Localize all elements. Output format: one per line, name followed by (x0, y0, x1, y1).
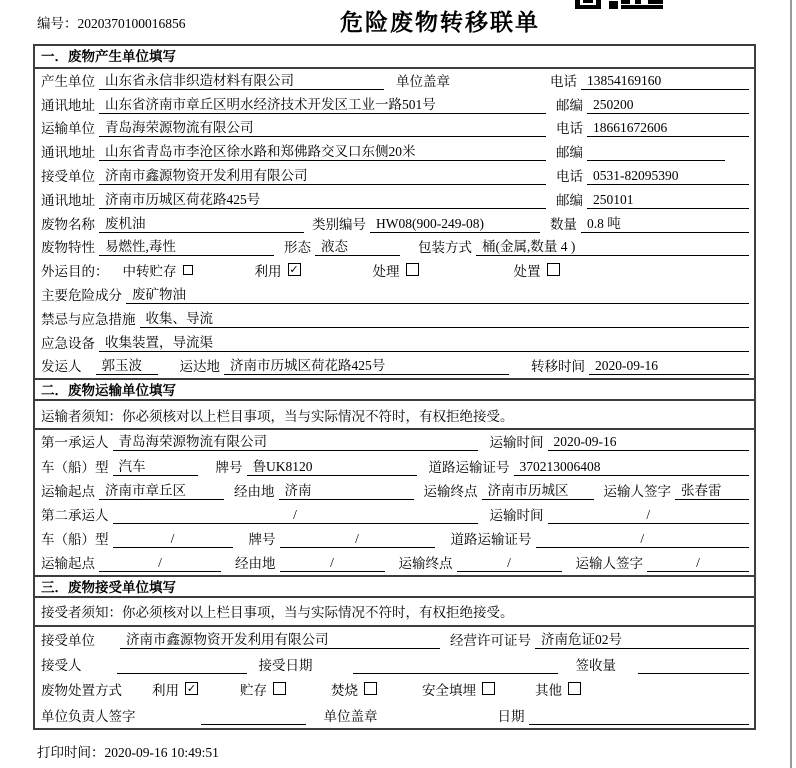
transport-time2-value: / (548, 506, 750, 524)
waste-qty-value: 0.8 吨 (581, 215, 749, 233)
transporter-address-label: 通讯地址 (41, 145, 95, 161)
route1-start-label: 运输起点 (41, 483, 95, 499)
first-carrier-value: 青岛海荣源物流有限公司 (113, 433, 478, 451)
packing-method-value: 桶(金属,数量 4 ) (476, 238, 749, 256)
route2-start-label: 运输起点 (41, 555, 95, 571)
receiver-notice: 接受者须知：你必须核对以上栏目事项，当与实际情况不符时，有权拒绝接受。 (35, 598, 754, 627)
transport-time1-value: 2020-09-16 (548, 433, 750, 451)
producer-unit-value: 山东省永信非织造材料有限公司 (99, 72, 384, 90)
waste-code-value: HW08(900-249-08) (370, 215, 540, 233)
print-time-value: 2020-09-16 10:49:51 (104, 745, 219, 760)
transfer-storage-checkbox (183, 265, 193, 275)
section1-header: 一．废物产生单位填写 (35, 46, 754, 69)
sign-date-label: 日期 (497, 708, 525, 724)
route1-end-value: 济南市历城区 (482, 482, 594, 500)
transporter-zip-value (587, 144, 725, 161)
second-carrier-row (35, 503, 754, 527)
acceptor-row (35, 652, 754, 677)
disposal-other-checkbox (568, 682, 581, 695)
plate2-value: / (280, 530, 435, 548)
disposal-landfill-checkbox (482, 682, 495, 695)
print-time (37, 741, 219, 761)
acceptor-label: 接受人 (41, 658, 82, 674)
responsible-sign-label: 单位负责人签字 (41, 708, 136, 724)
responsible-sign-row (35, 702, 754, 727)
accepting-unit-value: 济南市鑫源物资开发利用有限公司 (120, 631, 440, 649)
producer-unit-label: 产生单位 (41, 73, 95, 89)
outbound-purpose-label: 外运目的： (41, 264, 109, 280)
producer-address-label: 通讯地址 (41, 97, 95, 113)
route2-end-label: 运输终点 (398, 555, 453, 571)
second-carrier-value: / (113, 506, 478, 524)
receiver-address-value: 济南市历城区荷花路425号 (99, 191, 546, 209)
taboo-measures-value: 收集、导流 (140, 310, 750, 328)
purpose-option-utilize: 利用 ✓ (254, 263, 299, 280)
emergency-equipment-row (35, 331, 754, 355)
operation-license-label: 经营许可证号 (450, 633, 531, 649)
qr-code-icon (575, 0, 667, 10)
emergency-equipment-value: 收集装置，导流渠 (99, 334, 749, 352)
route1-via-value: 济南 (279, 482, 414, 500)
disposal-utilize-checkbox: ✓ (186, 682, 197, 696)
serial-number-label: 编号： (37, 16, 78, 31)
disposal-option-other: 其他 (535, 679, 581, 699)
destination-value: 济南市历城区荷花路425号 (224, 357, 509, 375)
print-time-label: 打印时间： (37, 745, 105, 760)
utilize-checkbox: ✓ (289, 263, 299, 277)
waste-code-label: 类别编号 (312, 216, 366, 232)
route1-sign-label: 运输人签字 (603, 483, 671, 499)
route1-sign-value: 张春雷 (675, 482, 749, 500)
packing-method-label: 包装方式 (418, 240, 472, 256)
accept-date-label: 接受日期 (258, 658, 313, 674)
page-title: 危险废物转移联单 (340, 9, 540, 35)
disposal-option-utilize: 利用 ✓ (152, 682, 197, 699)
producer-zip-label: 邮编 (556, 97, 583, 113)
unit-seal2-label: 单位盖章 (323, 708, 378, 724)
road-license2-label: 道路运输证号 (450, 531, 532, 547)
transporter-address-row (35, 140, 754, 164)
transport-time2-label: 运输时间 (489, 507, 544, 523)
dispatcher-value: 郭玉波 (96, 357, 158, 375)
page-edge-line (790, 0, 792, 768)
manifest-form (33, 44, 756, 730)
purpose-option-treat: 处理 (373, 260, 419, 280)
emergency-equipment-label: 应急设备 (41, 335, 95, 351)
dispatcher-row (35, 355, 754, 379)
responsible-sign-value (201, 708, 306, 725)
disposal-method-label: 废物处置方式 (41, 683, 122, 699)
second-carrier-label: 第二承运人 (41, 507, 109, 523)
waste-form-value: 液态 (315, 238, 400, 256)
serial-number-value: 2020370100016856 (77, 16, 186, 31)
waste-qty-label: 数量 (550, 216, 577, 232)
taboo-measures-label: 禁忌与应急措施 (41, 311, 136, 327)
route2-via-label: 经由地 (235, 555, 276, 571)
receiver-address-label: 通讯地址 (41, 192, 95, 208)
route2-sign-value: / (647, 554, 749, 572)
receiver-phone-value: 0531-82095390 (587, 167, 749, 185)
vehicle1-row (35, 454, 754, 478)
dispose-checkbox (547, 263, 560, 276)
hazard-component-label: 主要危险成分 (41, 287, 122, 303)
operation-license-value: 济南危证02号 (535, 631, 749, 649)
transporter-phone-label: 电话 (556, 121, 583, 137)
receiver-zip-label: 邮编 (556, 192, 583, 208)
sign-date-value (529, 708, 750, 725)
transporter-unit-value: 青岛海荣源物流有限公司 (99, 119, 546, 137)
transporter-unit-row (35, 117, 754, 141)
route2-end-value: / (457, 554, 562, 572)
dispatcher-label: 发运人 (41, 359, 82, 375)
plate1-label: 牌号 (215, 459, 243, 475)
road-license1-value: 370213006408 (514, 458, 750, 476)
treat-checkbox (406, 263, 419, 276)
destination-label: 运达地 (179, 359, 220, 375)
vehicle-type2-value: / (113, 530, 233, 548)
producer-zip-value: 250200 (587, 96, 749, 114)
transfer-time-value: 2020-09-16 (589, 357, 749, 375)
receiver-unit-row (35, 164, 754, 188)
outbound-purpose-row (35, 259, 754, 283)
road-license2-value: / (536, 530, 750, 548)
route1-start-value: 济南市章丘区 (99, 482, 224, 500)
receiver-unit-label: 接受单位 (41, 168, 95, 184)
waste-name-value: 废机油 (99, 215, 304, 233)
waste-traits-value: 易燃性,毒性 (99, 238, 274, 256)
disposal-incinerate-checkbox (364, 682, 377, 695)
transporter-zip-label: 邮编 (556, 145, 583, 161)
transporter-unit-label: 运输单位 (41, 121, 95, 137)
accept-date-value (353, 657, 558, 674)
transporter-phone-value: 18661672606 (587, 119, 749, 137)
waste-name-row (35, 212, 754, 236)
receiver-address-row (35, 188, 754, 212)
transport-time1-label: 运输时间 (489, 435, 544, 451)
receiver-phone-label: 电话 (556, 168, 583, 184)
route2-sign-label: 运输人签字 (575, 555, 643, 571)
vehicle-type1-value: 汽车 (113, 458, 198, 476)
acceptor-value (117, 657, 247, 674)
taboo-measures-row (35, 307, 754, 331)
first-carrier-label: 第一承运人 (41, 435, 109, 451)
accepting-unit-label: 接受单位 (41, 633, 95, 649)
road-license1-label: 道路运输证号 (428, 459, 510, 475)
route1-via-label: 经由地 (234, 483, 275, 499)
waste-traits-row (35, 236, 754, 260)
disposal-storage-checkbox (273, 682, 286, 695)
received-qty-value (638, 657, 749, 674)
transporter-address-value: 山东省青岛市李沧区徐水路和郑佛路交叉口东侧20米 (99, 143, 546, 161)
route2-via-value: / (280, 554, 385, 572)
vehicle-type1-label: 车（船）型 (41, 459, 109, 475)
hazard-component-value: 废矿物油 (126, 286, 749, 304)
purpose-option-transfer-storage: 中转贮存 (123, 260, 193, 280)
receiver-unit-value: 济南市鑫源物资开发利用有限公司 (99, 167, 546, 185)
producer-address-value: 山东省济南市章丘区明水经济技术开发区工业一路501号 (99, 96, 546, 114)
disposal-option-landfill: 安全填埋 (422, 679, 495, 699)
received-qty-label: 签收量 (575, 658, 616, 674)
unit-seal-label: 单位盖章 (396, 73, 450, 89)
waste-name-label: 废物名称 (41, 216, 95, 232)
plate2-label: 牌号 (248, 531, 276, 547)
transporter-notice: 运输者须知：你必须核对以上栏目事项，当与实际情况不符时，有权拒绝接受。 (35, 401, 754, 430)
producer-unit-row (35, 69, 754, 93)
disposal-method-row (35, 677, 754, 702)
vehicle2-row (35, 527, 754, 551)
accepting-unit-row (35, 627, 754, 652)
waste-traits-label: 废物特性 (41, 240, 95, 256)
purpose-option-dispose: 处置 (514, 260, 560, 280)
vehicle-type2-label: 车（船）型 (41, 531, 109, 547)
transfer-time-label: 转移时间 (531, 359, 585, 375)
route1-row (35, 479, 754, 503)
route2-start-value: / (99, 554, 221, 572)
receiver-zip-value: 250101 (587, 191, 749, 209)
hazard-component-row (35, 283, 754, 307)
first-carrier-row (35, 430, 754, 454)
section3-header: 三．废物接受单位填写 (35, 575, 754, 598)
section2-header: 二．废物运输单位填写 (35, 378, 754, 401)
plate1-value: 鲁UK8120 (247, 458, 417, 476)
disposal-option-incinerate: 焚烧 (331, 679, 377, 699)
producer-phone-value: 13854169160 (581, 72, 749, 90)
disposal-option-storage: 贮存 (240, 679, 286, 699)
route1-end-label: 运输终点 (423, 483, 478, 499)
producer-phone-label: 电话 (550, 73, 577, 89)
waste-form-label: 形态 (284, 240, 311, 256)
producer-address-row (35, 93, 754, 117)
route2-row (35, 551, 754, 575)
